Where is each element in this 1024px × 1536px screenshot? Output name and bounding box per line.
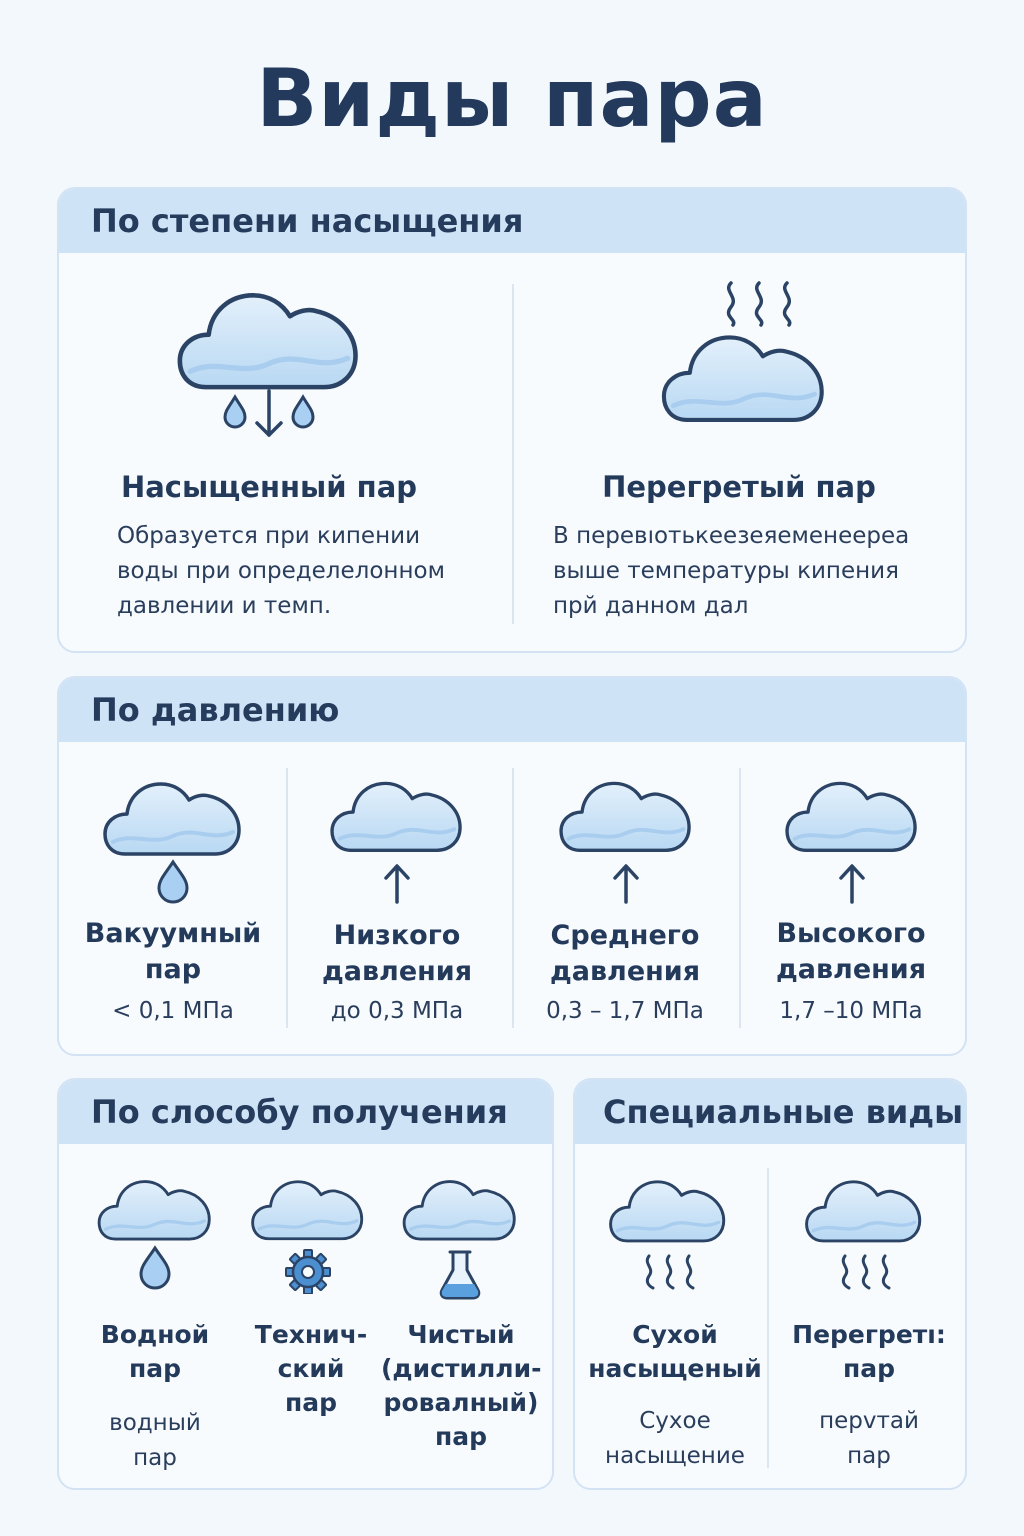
- cloud-gear-icon: [251, 1170, 365, 1294]
- superheated-steam-desc: В перевıотькеезеяеменеереа выше температуры кипения прй данном дал: [553, 523, 910, 619]
- cloud-steam-icon: [607, 1170, 729, 1294]
- saturation-panel: [57, 187, 967, 653]
- water-steam-sub: водный пар: [109, 1410, 201, 1471]
- high-pressure-range: 1,7 –10 МПа: [779, 998, 923, 1024]
- dry-saturated-sub: Сухое насыщение: [605, 1408, 745, 1469]
- pure-steam-title: Чистый (дистилли- ровалный) пар: [381, 1320, 542, 1451]
- cloud-flask-icon: [402, 1170, 518, 1302]
- pressure-panel: [57, 676, 967, 1056]
- saturated-steam-desc: Образуется при кипении воды при определелонном давлении и темп.: [117, 523, 445, 619]
- superheated-steam-title: Перегретый пар: [602, 470, 876, 504]
- dry-saturated-title: Сухой насыщеный: [588, 1320, 762, 1383]
- technical-steam-title: Технич- ский пар: [254, 1320, 368, 1417]
- page-title: Виды пара: [256, 52, 768, 145]
- special-heading: Специальные виды: [575, 1080, 965, 1144]
- cloud-arrow-up-icon: [558, 770, 694, 910]
- medium-pressure-range: 0,3 – 1,7 МПа: [546, 998, 704, 1024]
- cloud-steam-icon: [803, 1170, 925, 1294]
- vacuum-steam-title: Вакуумный пар: [84, 918, 262, 985]
- superheated-special-sub: перvтай пар: [819, 1408, 919, 1469]
- cloud-rain-down-icon: [177, 277, 361, 447]
- water-steam-title: Водной пар: [100, 1320, 210, 1383]
- low-pressure-title: Низкого давления: [321, 920, 473, 987]
- cloud-arrow-up-icon: [783, 770, 921, 910]
- method-heading: По слособу получения: [59, 1080, 552, 1144]
- vacuum-steam-range: < 0,1 МПа: [112, 998, 234, 1024]
- cloud-steam-icon: [661, 277, 827, 427]
- cloud-arrow-up-icon: [330, 770, 464, 910]
- saturated-steam-title: Насыщенный пар: [120, 470, 418, 504]
- high-pressure-title: Высокого давления: [775, 918, 927, 985]
- saturation-heading: По степени насыщения: [59, 189, 965, 253]
- pressure-heading: По давлению: [59, 678, 965, 742]
- superheated-special-title: Перегретı: пар: [792, 1320, 946, 1383]
- cloud-drop-icon: [97, 1170, 213, 1294]
- method-panel: [57, 1078, 554, 1490]
- special-panel: [573, 1078, 967, 1490]
- low-pressure-range: до 0,3 МПа: [330, 998, 464, 1024]
- cloud-drop-icon: [103, 770, 243, 910]
- medium-pressure-title: Среднего давления: [549, 920, 701, 987]
